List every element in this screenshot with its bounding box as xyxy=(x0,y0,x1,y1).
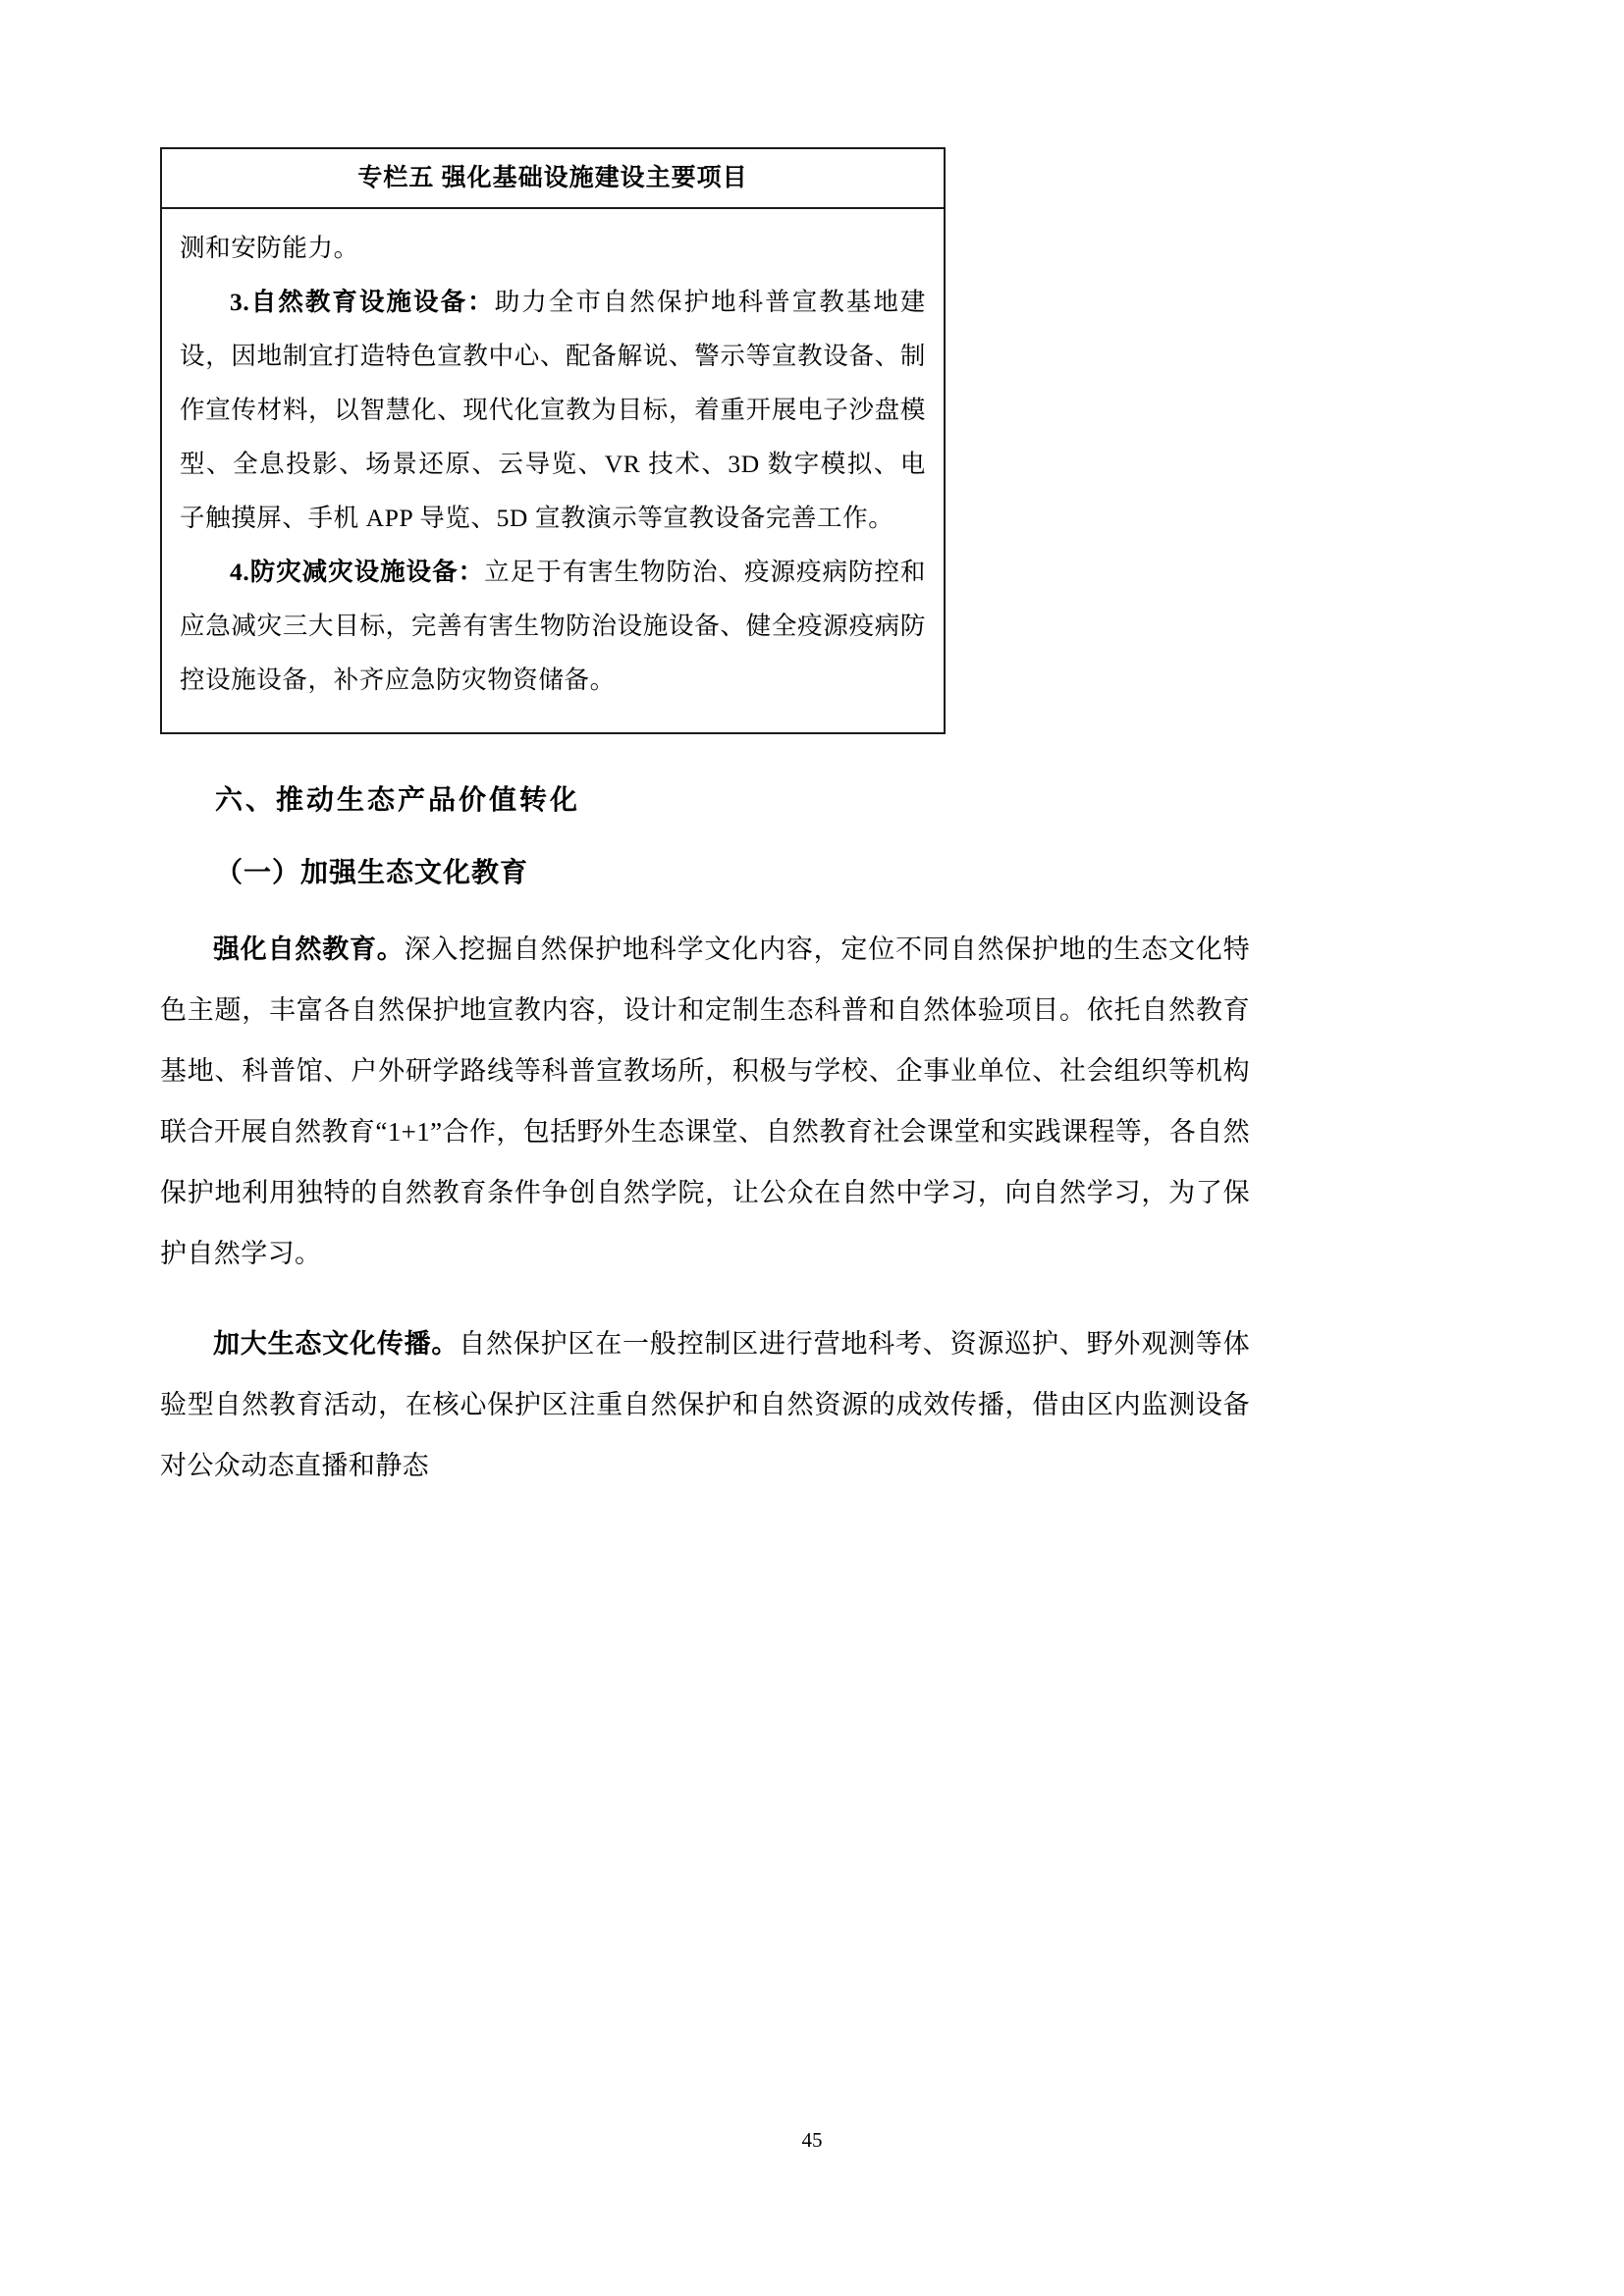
paragraph-lead-label: 强化自然教育。 xyxy=(213,934,405,964)
subsection-heading-one: （一）加强生态文化教育 xyxy=(215,857,529,888)
page-number: 45 xyxy=(801,2128,823,2152)
paragraph-text: 深入挖掘自然保护地科学文化内容，定位不同自然保护地的生态文化特色主题，丰富各自然保护地宣教内容，设计和定制生态科普和自然体验项目。依托自然教育基地、科普馆、户外研学路线等科普宣教场所，积极与学校、企事业单位、社会组织等机构联合开展自然教育“1+1”合作，包括野外生态课堂、自然教育社会课堂和实践课程等，各自然保护地利用独特的自然教育条件争创自然学院，让公众在自然中学习，向自然学习，为了保护自然学习。 xyxy=(160,934,1250,1268)
body-paragraph-culture-dissemination xyxy=(160,1313,1250,1496)
page-content xyxy=(160,147,1250,1496)
item-4-text: 立足于有害生物防治、疫源疫病防控和应急减灾三大目标，完善有害生物防治设施设备、健全疫源疫病防控设施设备，补齐应急防灾物资储备。 xyxy=(180,557,927,694)
item-3-lead-label: 3.自然教育设施设备： xyxy=(230,287,495,316)
paragraph-text: 自然保护区在一般控制区进行营地科考、资源巡护、野外观测等体验型自然教育活动，在核心保护区注重自然保护和自然资源的成效传播，借由区内监测设备对公众动态直播和静态 xyxy=(160,1328,1250,1480)
callout-paragraph-item-4 xyxy=(180,545,926,707)
paragraph-text: 测和安防能力。 xyxy=(180,233,359,262)
item-4-lead-label: 4.防灾减灾设施设备： xyxy=(230,557,485,586)
callout-paragraph-continuation xyxy=(180,221,926,275)
callout-box-project-list xyxy=(160,147,946,734)
section-heading-six: 六、推动生态产品价值转化 xyxy=(215,784,581,816)
callout-paragraph-item-3 xyxy=(180,275,926,545)
body-paragraph-natural-education xyxy=(160,919,1250,1284)
callout-body xyxy=(162,209,944,732)
spacer xyxy=(160,828,1250,846)
paragraph-lead-label: 加大生态文化传播。 xyxy=(213,1328,460,1359)
spacer xyxy=(160,1284,1250,1313)
item-3-text: 助力全市自然保护地科普宣教基地建设，因地制宜打造特色宣教中心、配备解说、警示等宣教设备、制作宣传材料，以智慧化、现代化宣教为目标，着重开展电子沙盘模型、全息投影、场景还原、云导览、VR 技术、3D 数字模拟、电子触摸屏、手机 APP 导览、5D 宣教演示等宣教设备完善工作。 xyxy=(180,287,926,532)
callout-title: 专栏五 强化基础设施建设主要项目 xyxy=(162,149,944,209)
spacer xyxy=(160,901,1250,919)
spacer xyxy=(160,734,1250,774)
